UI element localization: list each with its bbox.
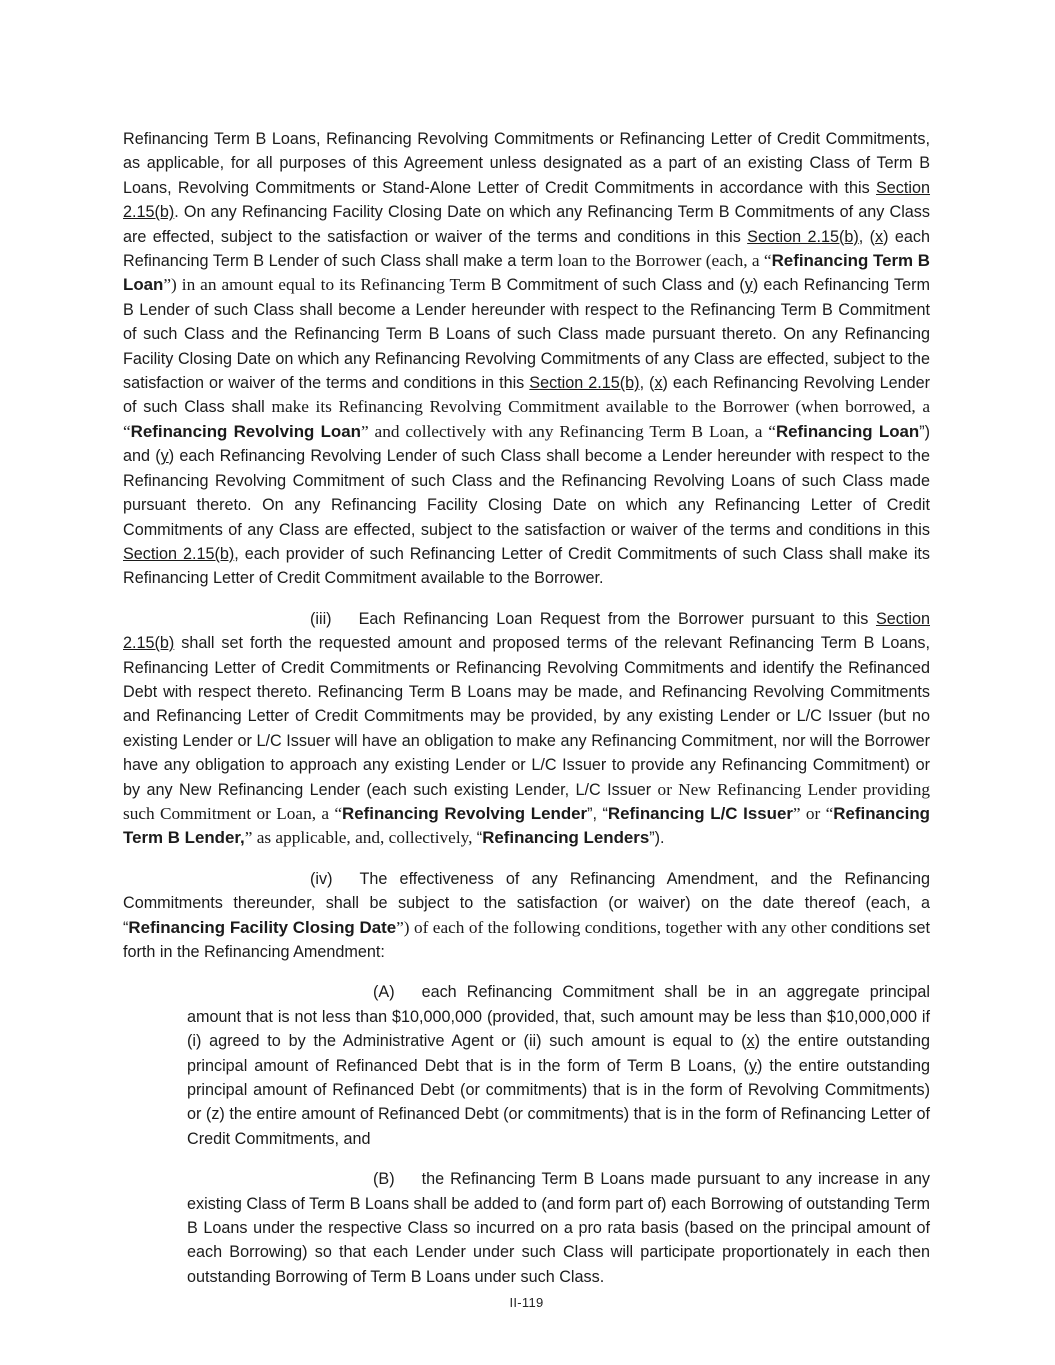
defined-term: Refinancing Loan: [775, 421, 920, 441]
paragraph-B: [187, 1167, 930, 1289]
section-reference: y: [160, 447, 169, 466]
paragraph-continuation: [123, 127, 930, 591]
text-run: ) each Refinancing Term B Lender of such Class shall make a term: [123, 227, 930, 271]
text-run: each Refinancing Commitment shall be in an aggregate principal amount that is not less than $10,000,000 (provided, that, such amount may be less than $10,000,000 if (i) agreed to by the Administrative Agent or (ii) such amount is equal to (: [187, 983, 930, 1051]
text-run: loan to the Borrower (each, a “: [557, 251, 772, 271]
paragraph-A: [187, 980, 930, 1151]
text-run: ” as applicable, and, collectively,: [244, 828, 477, 848]
text-run: the Refinancing Term B Loans made pursuant to any increase in any existing Class of Term B Loans shall be added to (and form part of) each Borrowing of outstanding Term B Loans under the respective Class so incurred on a pro rata basis (based on the principal amount of each Borrowing) so that each Lender under such Class will participate proportionately in each then outstanding Borrowing of Term B Loans under such Class.: [187, 1170, 930, 1286]
text-run: “: [476, 829, 483, 848]
text-run: ” and collectively with any Refinancing Term B Loan, a “: [360, 421, 776, 441]
section-reference: Section 2.15(b): [123, 544, 235, 563]
text-run: ” or “: [792, 803, 834, 823]
paragraph-iv: [123, 867, 930, 965]
text-run: ”, “: [587, 804, 608, 823]
text-run: ) each Refinancing Revolving Lender of such Class shall become a Lender hereunder with respect to the Refinancing Revolving Commitment of such Class and the Refinancing Revolving Loans of such Class made pursuant thereto. On any Refinancing Facility Closing Date on which any Refinancing Letter of Credit Commitments of any Class are effected, subject to the satisfaction or waiver of the terms and conditions in this: [123, 447, 930, 539]
text-run: (iv): [310, 869, 333, 888]
text-run: , (: [639, 374, 655, 393]
text-run: , (: [858, 227, 876, 246]
text-run: ”) of each of the following conditions, together with any other: [396, 917, 831, 937]
text-run: (iii): [310, 609, 332, 628]
text-run: ”) and (: [123, 422, 930, 466]
text-run: ”) in an amount equal to its Refinancing Term: [163, 275, 491, 295]
section-reference: Section 2.15(b): [529, 374, 640, 393]
section-reference: Section 2.15(b): [123, 609, 930, 653]
text-run: or New Refinancing Lender providing such Commitment or Loan, a “: [123, 779, 930, 823]
text-run: Refinancing Term B Loans, Refinancing Revolving Commitments or Refinancing Letter of Credit Commitments, as applicable, for all purposes of this Agreement unless designated as a part of an existing Class of Term B Loans, Revolving Commitments or Stand-Alone Letter of Credit Commitments in accordance with this: [123, 130, 930, 197]
defined-term: Refinancing Lenders: [482, 828, 650, 848]
text-run: . On any Refinancing Facility Closing Date on which any Refinancing Term B Commitments of any Class are effected, subject to the satisfaction or waiver of the terms and conditions in this: [123, 203, 930, 246]
section-reference: x: [875, 227, 884, 246]
defined-term: Refinancing Term B Loan: [123, 251, 930, 295]
defined-term: Refinancing Revolving Lender: [342, 803, 588, 823]
section-reference: y: [748, 1056, 757, 1075]
text-run: ”).: [649, 829, 665, 848]
text-run: (A): [373, 983, 395, 1002]
section-reference: x: [746, 1032, 755, 1051]
section-reference: y: [744, 276, 753, 295]
text-run: make its Refinancing Revolving Commitment available to the Borrower (when borrowed, a “: [123, 397, 931, 441]
section-reference: x: [654, 374, 663, 393]
document-body: [123, 127, 930, 1289]
section-reference: Section 2.15(b): [747, 227, 859, 246]
text-run: (B): [373, 1170, 395, 1189]
section-reference: Section 2.15(b): [123, 178, 930, 222]
page-number: II-119: [509, 1295, 544, 1311]
text-run: ) the entire outstanding principal amount of Refinanced Debt (or commitments) that is in the form of Revolving Commitments) or (z) the entire amount of Refinanced Debt (or commitments) that is in the form of Refinancing Letter of Credit Commitments, and: [187, 1056, 930, 1148]
defined-term: Refinancing Term B Lender,: [123, 803, 930, 848]
text-run: shall set forth the requested amount and proposed terms of the relevant Refinancing Term B Loans, Refinancing Letter of Credit Commitments or Refinancing Revolving Commitments and identify the Refinanced Debt with respect thereto. Refinancing Term B Loans may be made, and Refinancing Revolving Commitments and Refinancing Letter of Credit Commitments may be provided, by any existing Lender or L/C Issuer (but no existing Lender or L/C Issuer will have an obligation to make any Refinancing Commitment, nor will the Borrower have any obligation to approach any existing Lender or L/C Issuer to provide any Refinancing Commitment) or by any New Refinancing Lender (each such existing Lender, L/C Issuer: [123, 634, 930, 799]
text-run: conditions set forth in the Refinancing Amendment:: [123, 918, 930, 961]
text-run: ) each Refinancing Term B Lender of such Class shall become a Lender hereunder with respect to the Refinancing Term B Commitment of such Class and the Refinancing Term B Loans of such Class made pursuant thereto. On any Refinancing Facility Closing Date on which any Refinancing Revolving Commitments of any Class are effected, subject to the satisfaction or waiver of the terms and conditions in this: [123, 276, 931, 393]
defined-term: Refinancing L/C Issuer: [607, 803, 793, 823]
defined-term: Refinancing Revolving Loan: [130, 421, 361, 441]
text-run: ) the entire outstanding principal amount of Refinanced Debt that is in the form of Term B Loans, (: [187, 1032, 930, 1075]
text-run: B Commitment of such Class and (: [490, 276, 745, 295]
text-run: The effectiveness of any Refinancing Amendment, and the Refinancing Commitments thereunder, shall be subject to the satisfaction (or waiver) on the date thereof (each, a “: [123, 869, 930, 937]
text-run: ) each Refinancing Revolving Lender of such Class shall: [123, 374, 931, 417]
defined-term: Refinancing Facility Closing Date: [128, 917, 397, 937]
text-run: Each Refinancing Loan Request from the Borrower pursuant to this: [358, 609, 876, 628]
paragraph-iii: [123, 607, 930, 851]
text-run: , each provider of such Refinancing Letter of Credit Commitments of such Class shall make its Refinancing Letter of Credit Commitment available to the Borrower.: [123, 544, 931, 588]
